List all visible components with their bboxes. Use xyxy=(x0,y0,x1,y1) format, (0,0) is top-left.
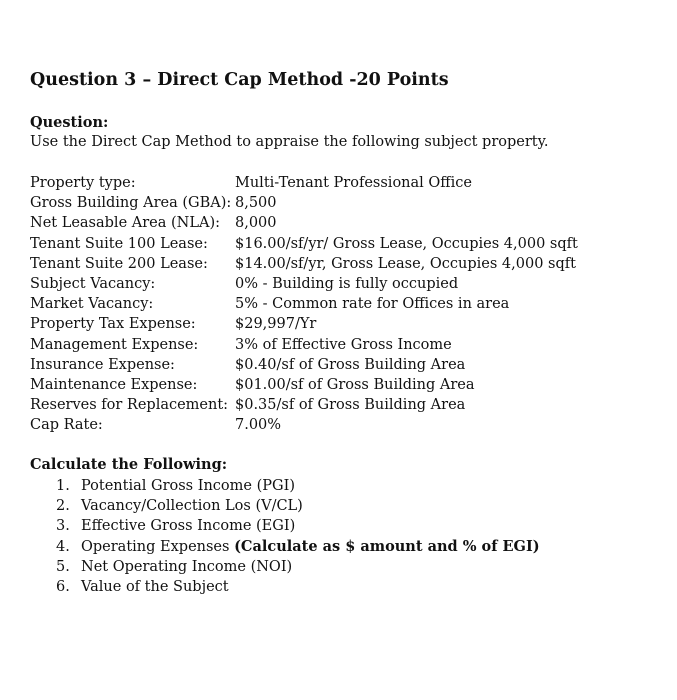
list-item-emphasis: (Calculate as $ amount and % of EGI) xyxy=(234,537,540,555)
list-item-label: Vacancy/Collection Los (V/CL) xyxy=(81,498,303,515)
property-label: Property Tax Expense: xyxy=(30,316,196,333)
property-label: Maintenance Expense: xyxy=(30,376,198,393)
list-item-text xyxy=(81,537,540,557)
list-item-label: Value of the Subject xyxy=(81,578,229,595)
list-item-label: Net Operating Income (NOI) xyxy=(81,558,293,575)
list-item-label: Potential Gross Income (PGI) xyxy=(81,478,295,494)
property-label: Reserves for Replacement: xyxy=(30,397,229,414)
list-item-number: 4. xyxy=(56,538,70,555)
property-value: Multi-Tenant Professional Office xyxy=(235,175,472,191)
list-item-number: 5. xyxy=(56,558,70,575)
list-item-text xyxy=(81,516,295,536)
list-item-label: Operating Expenses xyxy=(81,538,235,555)
list-item-number: 3. xyxy=(56,518,70,535)
property-label: Property type: xyxy=(30,175,136,191)
property-value: $01.00/sf of Gross Building Area xyxy=(235,376,475,393)
property-label: Market Vacancy: xyxy=(30,296,154,313)
list-item-text xyxy=(81,557,292,577)
property-label: Subject Vacancy: xyxy=(30,275,156,292)
property-label: Management Expense: xyxy=(30,336,199,353)
property-value: 3% of Effective Gross Income xyxy=(235,336,452,353)
page-title: Question 3 – Direct Cap Method -20 Points xyxy=(30,70,449,90)
property-value: 8,500 xyxy=(235,195,277,212)
list-item-text xyxy=(81,496,303,516)
property-value: 0% - Building is fully occupied xyxy=(235,275,459,292)
list-item-number: 2. xyxy=(56,498,70,515)
property-label: Cap Rate: xyxy=(30,417,103,434)
list-item-text xyxy=(81,476,295,496)
property-label: Insurance Expense: xyxy=(30,356,175,373)
list-item-number: 1. xyxy=(56,478,70,494)
property-value: $29,997/Yr xyxy=(235,316,317,333)
list-item-label: Effective Gross Income (EGI) xyxy=(81,518,296,535)
question-text: Use the Direct Cap Method to appraise the following subject property. xyxy=(30,134,549,150)
property-label: Net Leasable Area (NLA): xyxy=(30,215,220,232)
property-label: Tenant Suite 200 Lease: xyxy=(30,255,208,272)
property-value: $14.00/sf/yr, Gross Lease, Occupies 4,000 sqft xyxy=(235,255,576,272)
property-value: $0.35/sf of Gross Building Area xyxy=(235,397,466,414)
list-item-number: 6. xyxy=(56,578,70,595)
question-label: Question: xyxy=(30,114,109,131)
calculate-heading: Calculate the Following: xyxy=(30,456,228,473)
property-value: 5% - Common rate for Offices in area xyxy=(235,296,510,313)
property-label: Tenant Suite 100 Lease: xyxy=(30,235,208,252)
property-value: $0.40/sf of Gross Building Area xyxy=(235,356,466,373)
property-label: Gross Building Area (GBA): xyxy=(30,195,232,212)
property-value: 7.00% xyxy=(235,417,282,434)
property-value: 8,000 xyxy=(235,215,277,232)
list-item-text xyxy=(81,577,229,597)
property-value: $16.00/sf/yr/ Gross Lease, Occupies 4,000 sqft xyxy=(235,235,578,252)
